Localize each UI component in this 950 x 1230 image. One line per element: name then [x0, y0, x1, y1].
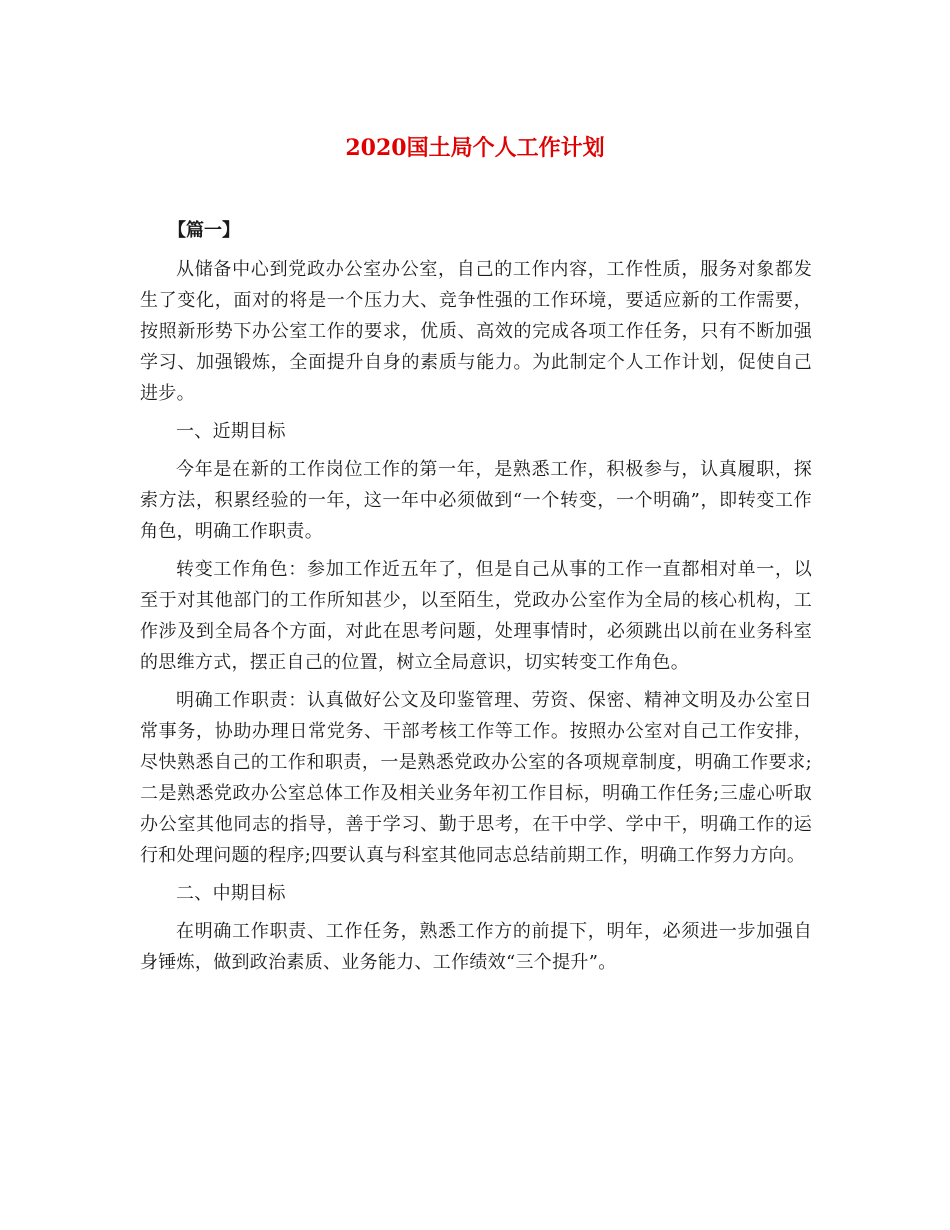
- paragraph-mid-term: 在明确工作职责、工作任务，熟悉工作方的前提下，明年，必须进一步加强自身锤炼，做到政治素质、业务能力、工作绩效“三个提升”。: [140, 921, 812, 973]
- document-title: 2020国土局个人工作计划: [345, 135, 605, 161]
- heading-near-term-goals: 一、近期目标: [176, 421, 286, 442]
- section-heading: 【篇一】: [168, 220, 240, 241]
- paragraph-first-year: 今年是在新的工作岗位工作的第一年，是熟悉工作，积极参与，认真履职，探索方法，积累经验的一年，这一年中必须做到“一个转变，一个明确”，即转变工作角色，明确工作职责。: [140, 459, 812, 542]
- heading-mid-term-goals: 二、中期目标: [176, 883, 286, 904]
- paragraph-job-duties: 明确工作职责：认真做好公文及印鉴管理、劳资、保密、精神文明及办公室日常事务，协助办理日常党务、干部考核工作等工作。按照办公室对自己工作安排，尽快熟悉自己的工作和职责，一是熟悉党政办公室的各项规章制度，明确工作要求;二是熟悉党政办公室总体工作及相关业务年初工作目标，明确工作任务;三虚心听取办公室其他同志的指导，善于学习、勤于思考，在干中学、学中干，明确工作的运行和处理问题的程序;四要认真与科室其他同志总结前期工作，明确工作努力方向。: [140, 690, 812, 866]
- document-body: [140, 215, 812, 978]
- paragraph-role-change: 转变工作角色：参加工作近五年了，但是自己从事的工作一直都相对单一，以至于对其他部门的工作所知甚少，以至陌生，党政办公室作为全局的核心机构，工作涉及到全局各个方面，对此在思考问题，处理事情时，必须跳出以前在业务科室的思维方式，摆正自己的位置，树立全局意识，切实转变工作角色。: [140, 559, 812, 673]
- paragraph-intro: 从储备中心到党政办公室办公室，自己的工作内容，工作性质，服务对象都发生了变化，面对的将是一个压力大、竞争性强的工作环境，要适应新的工作需要，按照新形势下办公室工作的要求，优质、高效的完成各项工作任务，只有不断加强学习、加强锻炼，全面提升自身的素质与能力。为此制定个人工作计划，促使自己进步。: [140, 259, 812, 404]
